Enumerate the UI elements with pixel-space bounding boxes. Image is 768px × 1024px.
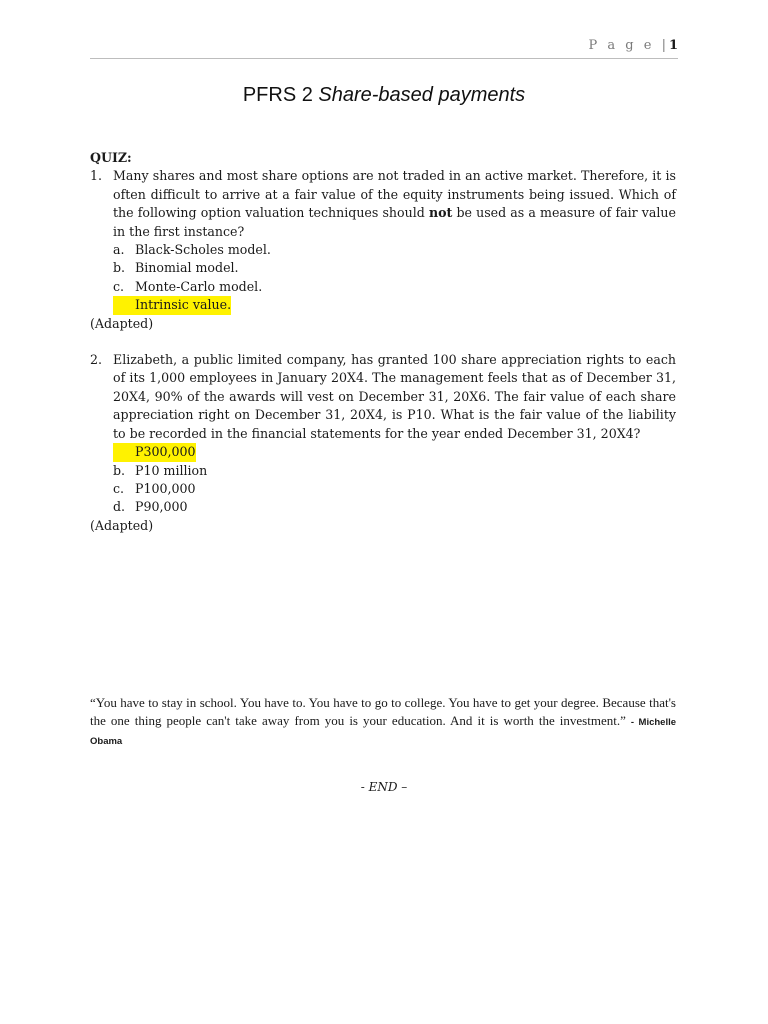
option-text: Binomial model. <box>135 260 239 276</box>
options-list <box>90 241 676 315</box>
title-prefix: PFRS 2 <box>242 84 319 106</box>
page-header <box>90 38 678 59</box>
option-c <box>90 278 676 296</box>
option-a <box>90 241 676 259</box>
question-text: Elizabeth, a public limited company, has granted 100 share appreciation rights to each of its 1,000 employees in January 20X4. The management feels that as of December 31, 20X4, 90% of the awards will vest on December 31, 20X6. The fair value of each share appreciation right on December 31, 20X4, is P10. What is the fair value of the liability to be recorded in the financial statements for the year ended December 31, 20X4? <box>113 352 676 441</box>
question-text <box>113 167 676 241</box>
quiz-label: QUIZ: <box>90 150 132 165</box>
highlighted-answer: P300,000 <box>113 443 196 461</box>
option-letter: c. <box>113 480 125 496</box>
option-b <box>90 259 676 277</box>
option-text: Black-Scholes model. <box>135 242 271 258</box>
quote-text: “You have to stay in school. You have to. You have to go to college. You have to get your degree. Because that's the one thing people can't take away from you is your education. And it is worth the investment.” <box>90 695 676 728</box>
end-marker: - END – <box>360 780 408 794</box>
option-letter: b. <box>113 462 126 478</box>
option-d-answer <box>90 296 676 314</box>
option-a-answer <box>90 443 676 461</box>
option-text: P90,000 <box>135 499 188 515</box>
question-1 <box>90 167 676 241</box>
option-letter: b. <box>113 260 126 276</box>
question-2 <box>90 351 676 443</box>
option-b <box>90 462 676 480</box>
question-text-part: Many shares and most share options are not traded in an active market. Therefore, it is often difficult to arrive at a fair value of the equity instruments being issued. Which of the following option valuation techniques should <box>113 168 676 221</box>
option-text: Monte-Carlo model. <box>135 278 263 294</box>
source-note: (Adapted) <box>90 517 154 533</box>
option-letter: d. <box>113 499 126 515</box>
question-text-bold: not <box>428 205 453 221</box>
question-number: 1. <box>90 168 103 184</box>
title-italic: Share-based payments <box>318 84 526 106</box>
option-text: P100,000 <box>135 480 196 496</box>
option-c <box>90 480 676 498</box>
option-letter: c. <box>113 278 125 294</box>
highlighted-answer: Intrinsic value. <box>113 296 231 314</box>
question-number: 2. <box>90 352 103 368</box>
quiz-content <box>90 149 676 535</box>
option-d <box>90 498 676 516</box>
document-title <box>0 84 768 107</box>
option-text: P10 million <box>135 462 208 478</box>
page-label: P a g e | <box>588 38 669 53</box>
question-text-part: be used as a measure of fair value in the first instance? <box>113 205 676 239</box>
options-list <box>90 443 676 517</box>
quote-author: - Michelle Obama <box>90 716 677 747</box>
source-note: (Adapted) <box>90 315 154 331</box>
quote-block <box>90 694 676 751</box>
page-number: 1 <box>668 38 678 53</box>
option-letter: a. <box>113 242 125 258</box>
